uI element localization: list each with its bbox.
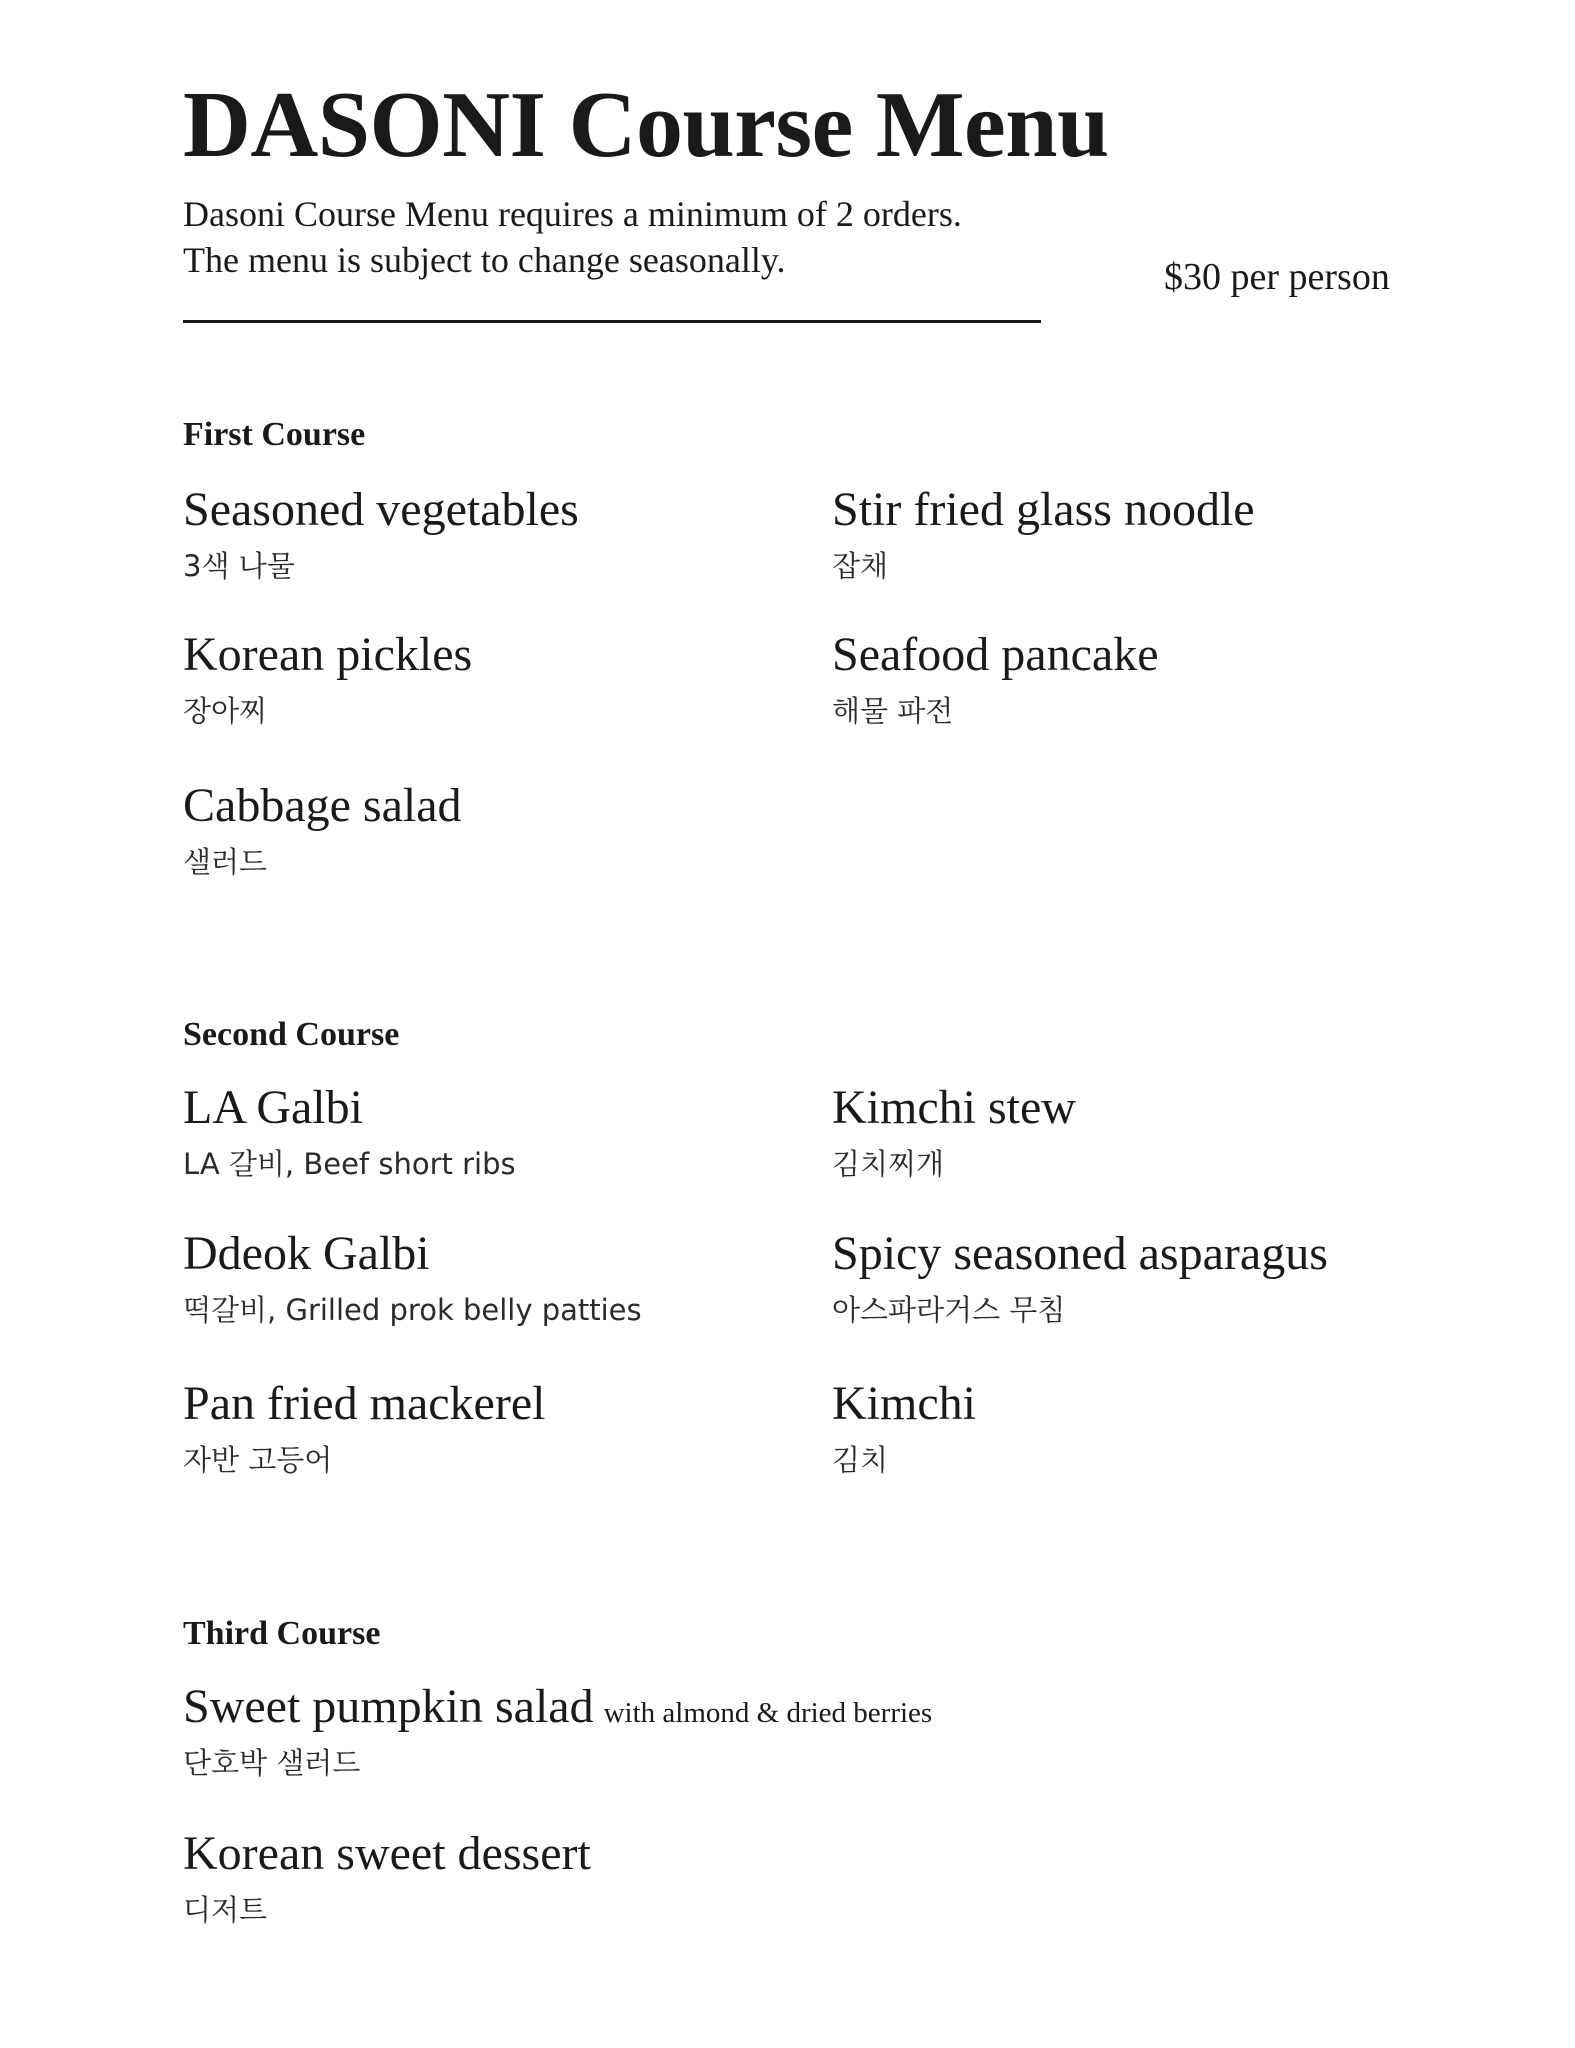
menu-item	[183, 779, 462, 879]
menu-item-korean: 떡갈비, Grilled prok belly patties	[183, 1293, 642, 1327]
second-course-heading: Second Course	[183, 1016, 400, 1053]
menu-item-name: Ddeok Galbi	[183, 1227, 430, 1280]
menu-item-name: Seafood pancake	[832, 628, 1159, 681]
subtitle-minimum-orders: Dasoni Course Menu requires a minimum of 2 orders.	[183, 194, 962, 234]
menu-item-korean: 장아찌	[183, 694, 268, 728]
menu-item-name: Spicy seasoned asparagus	[832, 1227, 1328, 1280]
menu-item-name: Korean sweet dessert	[183, 1827, 591, 1880]
menu-item-note: with almond & dried berries	[603, 1697, 933, 1729]
subtitle-seasonal-note: The menu is subject to change seasonally.	[183, 240, 786, 280]
menu-item	[183, 1377, 546, 1477]
menu-item-korean: 3색 나물	[183, 549, 295, 583]
menu-item	[832, 1081, 1076, 1181]
page-title: DASONI Course Menu	[183, 73, 1109, 177]
menu-item-name: Cabbage salad	[183, 779, 462, 832]
menu-item	[832, 1377, 976, 1477]
menu-item	[183, 1680, 933, 1780]
menu-item-name: Korean pickles	[183, 628, 473, 681]
menu-item	[183, 483, 579, 583]
menu-item	[183, 628, 473, 728]
menu-item	[183, 1081, 516, 1181]
menu-item-korean: 단호박 샐러드	[183, 1746, 361, 1780]
menu-item-name: Kimchi	[832, 1377, 976, 1430]
header-divider	[183, 320, 1041, 323]
menu-item-name: Sweet pumpkin salad	[183, 1680, 594, 1733]
menu-item	[832, 628, 1159, 728]
menu-item-korean: 샐러드	[183, 845, 268, 879]
menu-item-name-row	[183, 1680, 933, 1733]
menu-item-korean: 아스파라거스 무침	[832, 1293, 1066, 1327]
menu-item-name: LA Galbi	[183, 1081, 363, 1134]
menu-item-korean: 김치찌개	[832, 1147, 945, 1181]
menu-item-name: Pan fried mackerel	[183, 1377, 546, 1430]
menu-item-name: Kimchi stew	[832, 1081, 1076, 1134]
menu-item	[832, 1227, 1328, 1327]
menu-item-name: Seasoned vegetables	[183, 483, 579, 536]
first-course-heading: First Course	[183, 416, 366, 453]
menu-item-korean: 잡채	[832, 549, 889, 583]
menu-item-korean: 자반 고등어	[183, 1443, 333, 1477]
price-per-person: $30 per person	[1164, 256, 1390, 298]
menu-item-korean: LA 갈비, Beef short ribs	[183, 1147, 516, 1181]
menu-item-name: Stir fried glass noodle	[832, 483, 1255, 536]
menu-item-korean: 김치	[832, 1443, 889, 1477]
third-course-heading: Third Course	[183, 1615, 381, 1652]
menu-item	[832, 483, 1255, 583]
menu-item-korean: 디저트	[183, 1893, 268, 1927]
menu-item	[183, 1227, 642, 1327]
menu-item-korean: 해물 파전	[832, 694, 954, 728]
menu-item	[183, 1827, 591, 1927]
